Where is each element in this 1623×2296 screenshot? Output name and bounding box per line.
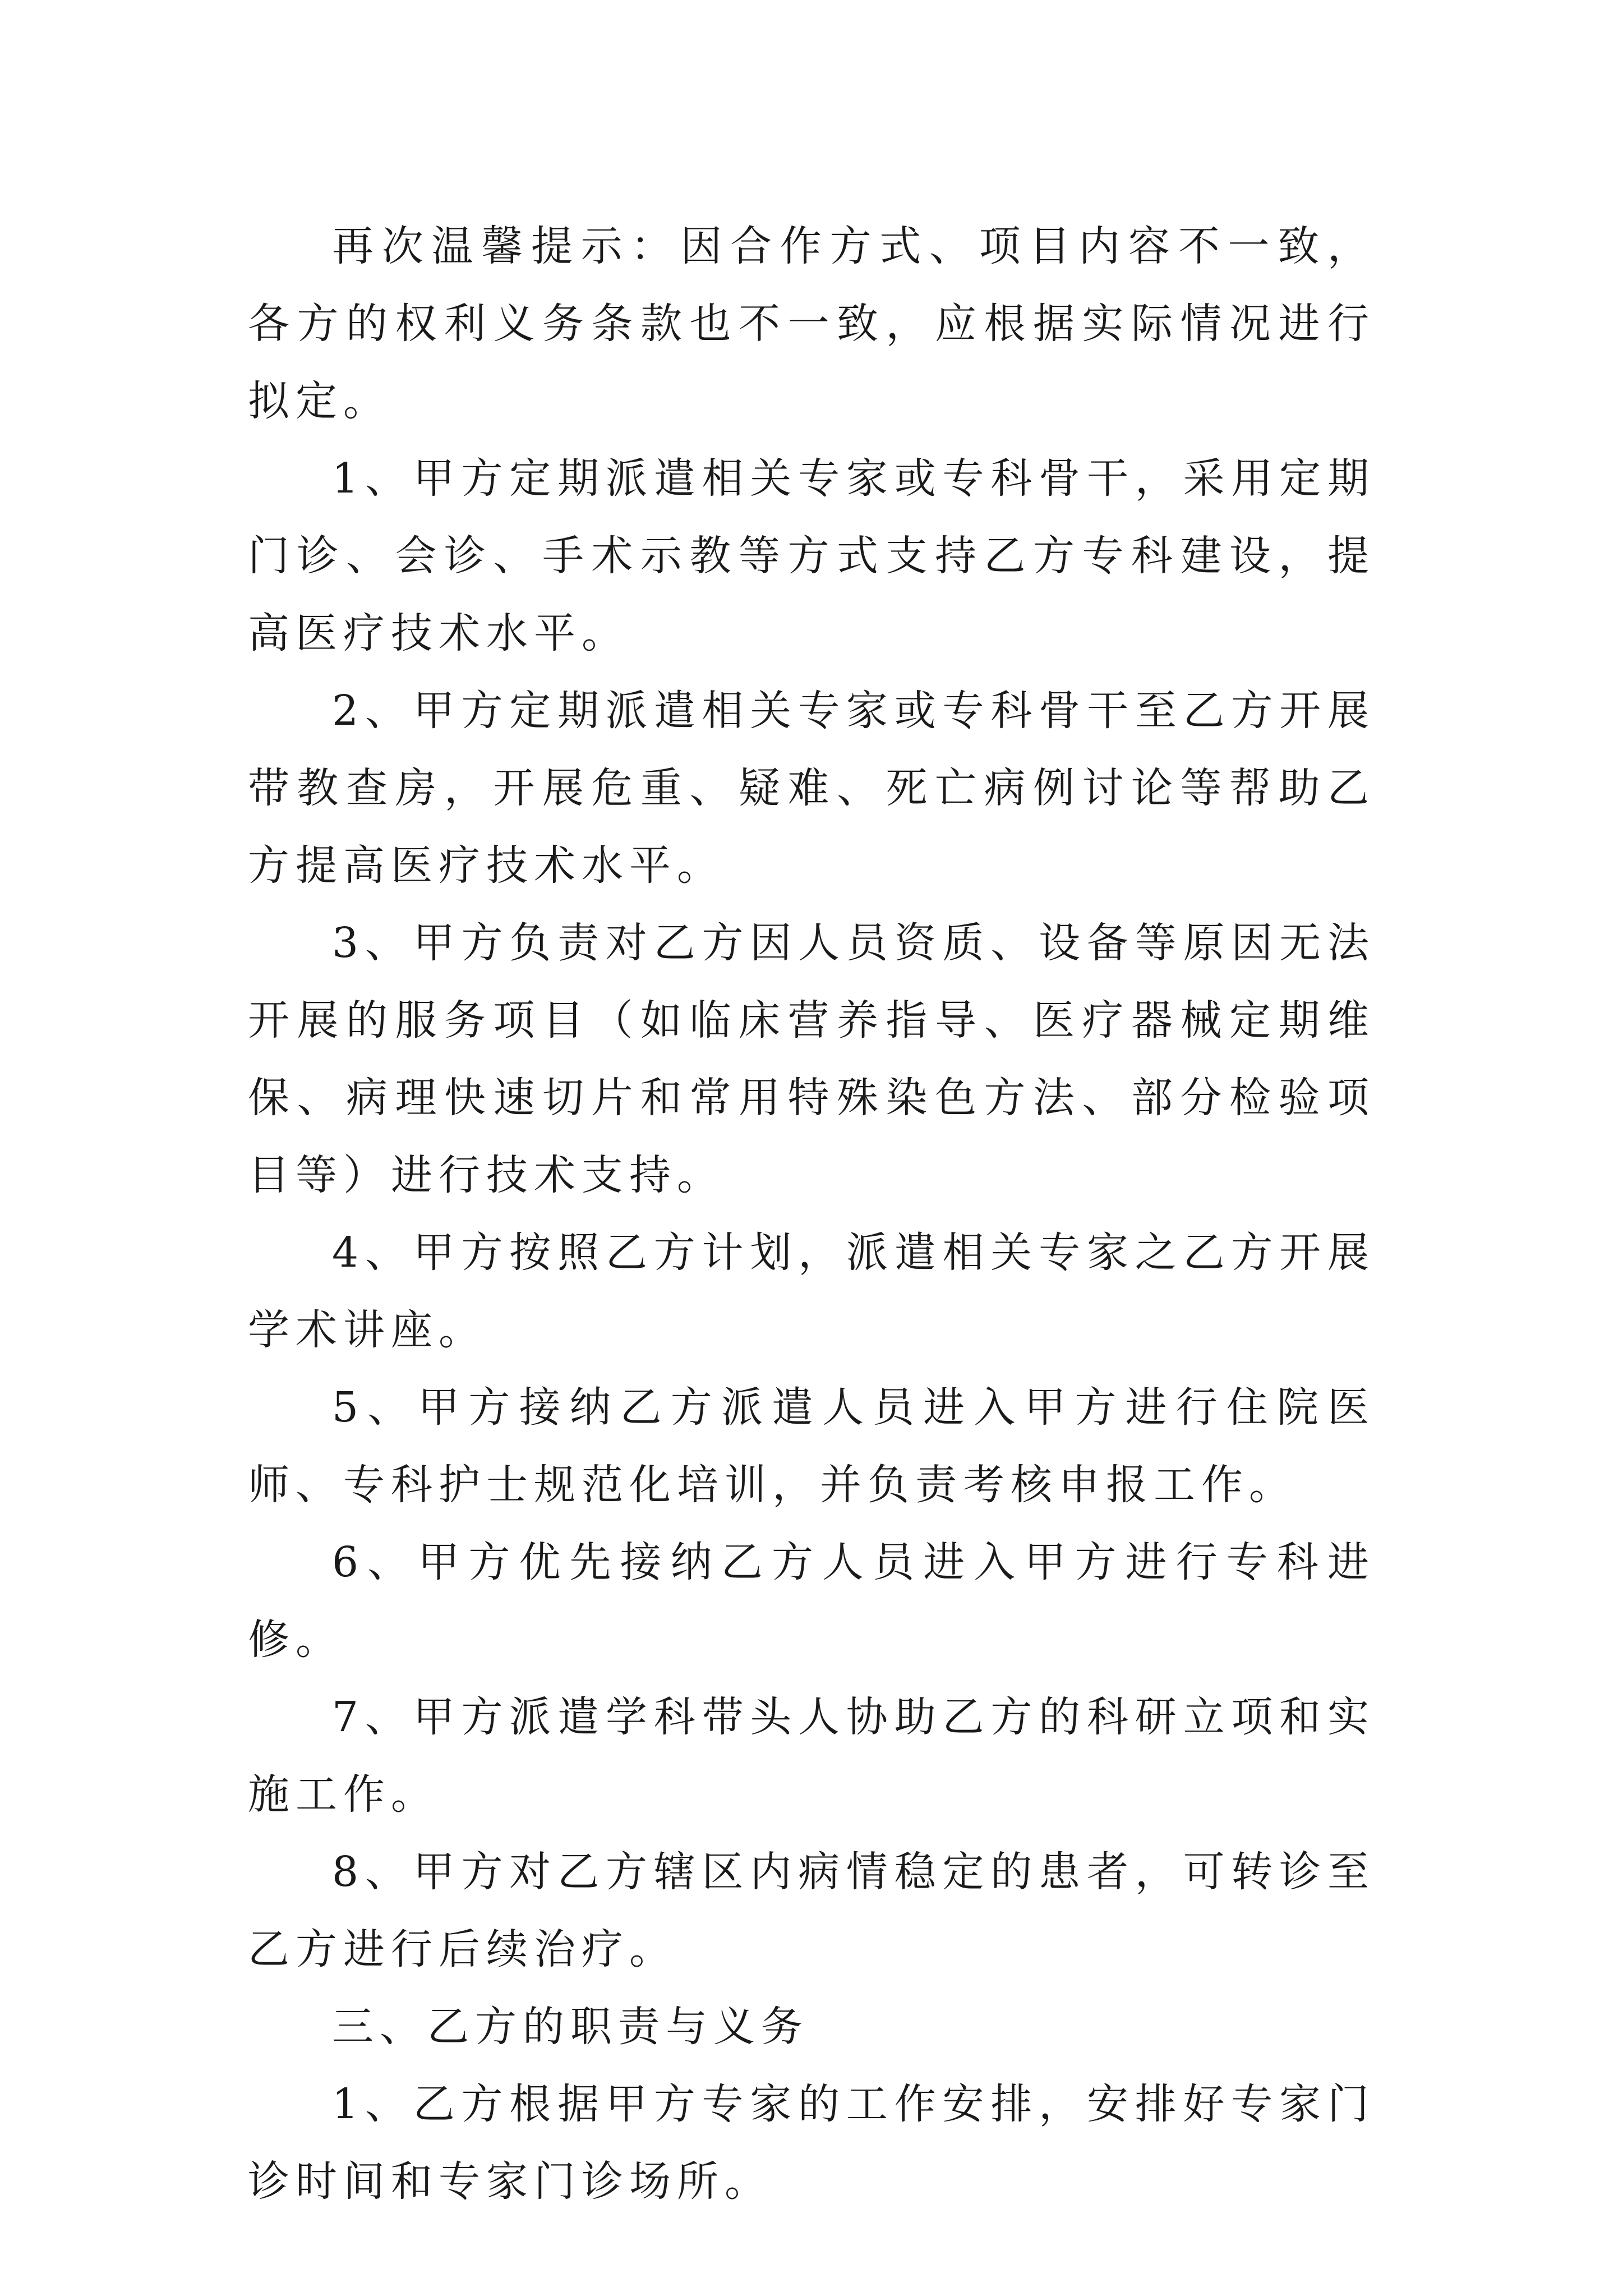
clause-4: 4、甲方按照乙方计划，派遣相关专家之乙方开展学术讲座。 — [248, 1228, 1375, 1354]
party-b-clause-1: 1、乙方根据甲方专家的工作安排，安排好专家门诊时间和专家门诊场所。 — [248, 2080, 1375, 2206]
clause-3: 3、甲方负责对乙方因人员资质、设备等原因无法开展的服务项目（如临床营养指导、医疗器械定期维保、病理快速切片和常用特殊染色方法、部分检验项目等）进行技术支持。 — [248, 919, 1375, 1199]
section-heading-party-b: 三、乙方的职责与义务 — [332, 2003, 809, 2051]
document-body — [248, 208, 1375, 2220]
clause-8: 8、甲方对乙方辖区内病情稳定的患者，可转诊至乙方进行后续治疗。 — [248, 1848, 1375, 1973]
clause-1: 1、甲方定期派遣相关专家或专科骨干，采用定期门诊、会诊、手术示教等方式支持乙方专科建设，提高医疗技术水平。 — [248, 454, 1375, 657]
clause-5: 5、甲方接纳乙方派遣人员进入甲方进行住院医师、专科护士规范化培训，并负责考核申报工作。 — [248, 1383, 1375, 1509]
clause-2: 2、甲方定期派遣相关专家或专科骨干至乙方开展带教查房，开展危重、疑难、死亡病例讨论等帮助乙方提高医疗技术水平。 — [248, 687, 1375, 890]
reminder-paragraph: 再次温馨提示：因合作方式、项目内容不一致，各方的权利义务条款也不一致，应根据实际情况进行拟定。 — [248, 222, 1375, 425]
clause-6: 6、甲方优先接纳乙方人员进入甲方进行专科进修。 — [248, 1538, 1375, 1664]
clause-7: 7、甲方派遣学科带头人协助乙方的科研立项和实施工作。 — [248, 1693, 1375, 1819]
